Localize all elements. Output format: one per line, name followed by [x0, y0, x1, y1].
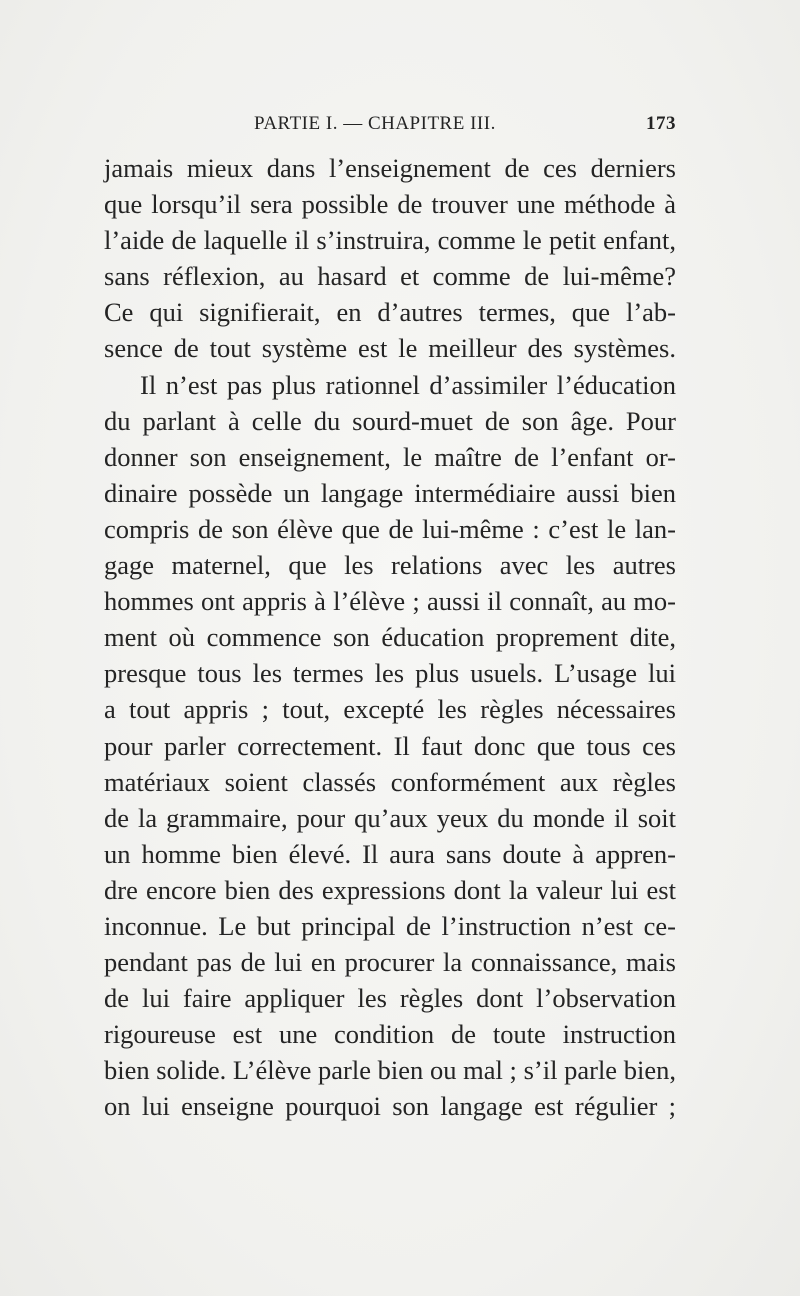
body-text: [104, 150, 676, 1125]
text-line: matériaux soient classés conformément aux règles: [104, 766, 676, 797]
text-line: l’aide de laquelle il s’instruira, comme le petit enfant,: [104, 225, 676, 256]
text-line: du parlant à celle du sourd-muet de son âge. Pour: [104, 405, 676, 436]
text-line: un homme bien élevé. Il aura sans doute à appren-: [104, 838, 676, 869]
text-line: que lorsqu’il sera possible de trouver une méthode à: [104, 189, 676, 220]
text-line: on lui enseigne pourquoi son langage est régulier ;: [104, 1091, 676, 1122]
text-line: de lui faire appliquer les règles dont l’observation: [104, 983, 676, 1014]
page-number: 173: [646, 113, 676, 134]
text-line: jamais mieux dans l’enseignement de ces derniers: [104, 153, 676, 183]
text-line: sence de tout système est le meilleur des systèmes.: [104, 333, 676, 364]
text-line: presque tous les termes les plus usuels. L’usage lui: [104, 658, 676, 689]
text-line: pendant pas de lui en procurer la connaissance, mais: [104, 947, 676, 978]
running-head: [104, 113, 676, 143]
text-line: inconnue. Le but principal de l’instruction n’est ce-: [104, 910, 676, 941]
text-line: dinaire possède un langage intermédiaire aussi bien: [104, 477, 676, 508]
text-line: rigoureuse est une condition de toute instruction: [104, 1019, 676, 1050]
text-line: gage maternel, que les relations avec les autres: [104, 550, 676, 581]
text-line: Ce qui signifierait, en d’autres termes, que l’ab-: [104, 297, 676, 328]
text-line: dre encore bien des expressions dont la valeur lui est: [104, 874, 676, 905]
running-title: PARTIE I. — CHAPITRE III.: [254, 113, 496, 134]
text-line: donner son enseignement, le maître de l’enfant or-: [104, 441, 676, 472]
text-line: pour parler correctement. Il faut donc que tous ces: [104, 730, 676, 761]
text-line: sans réflexion, au hasard et comme de lui-même?: [104, 261, 676, 292]
text-line: bien solide. L’élève parle bien ou mal ; s’il parle bien,: [104, 1055, 676, 1086]
text-line: a tout appris ; tout, excepté les règles nécessaires: [104, 694, 676, 725]
text-line: ment où commence son éducation proprement dite,: [104, 622, 676, 653]
text-line: de la grammaire, pour qu’aux yeux du monde il soit: [104, 802, 676, 833]
text-line: compris de son élève que de lui-même : c’est le lan-: [104, 513, 676, 544]
paragraph-first-line: Il n’est pas plus rationnel d’assimiler l’éducation: [140, 369, 676, 400]
text-line: hommes ont appris à l’élève ; aussi il connaît, au mo-: [104, 586, 676, 617]
